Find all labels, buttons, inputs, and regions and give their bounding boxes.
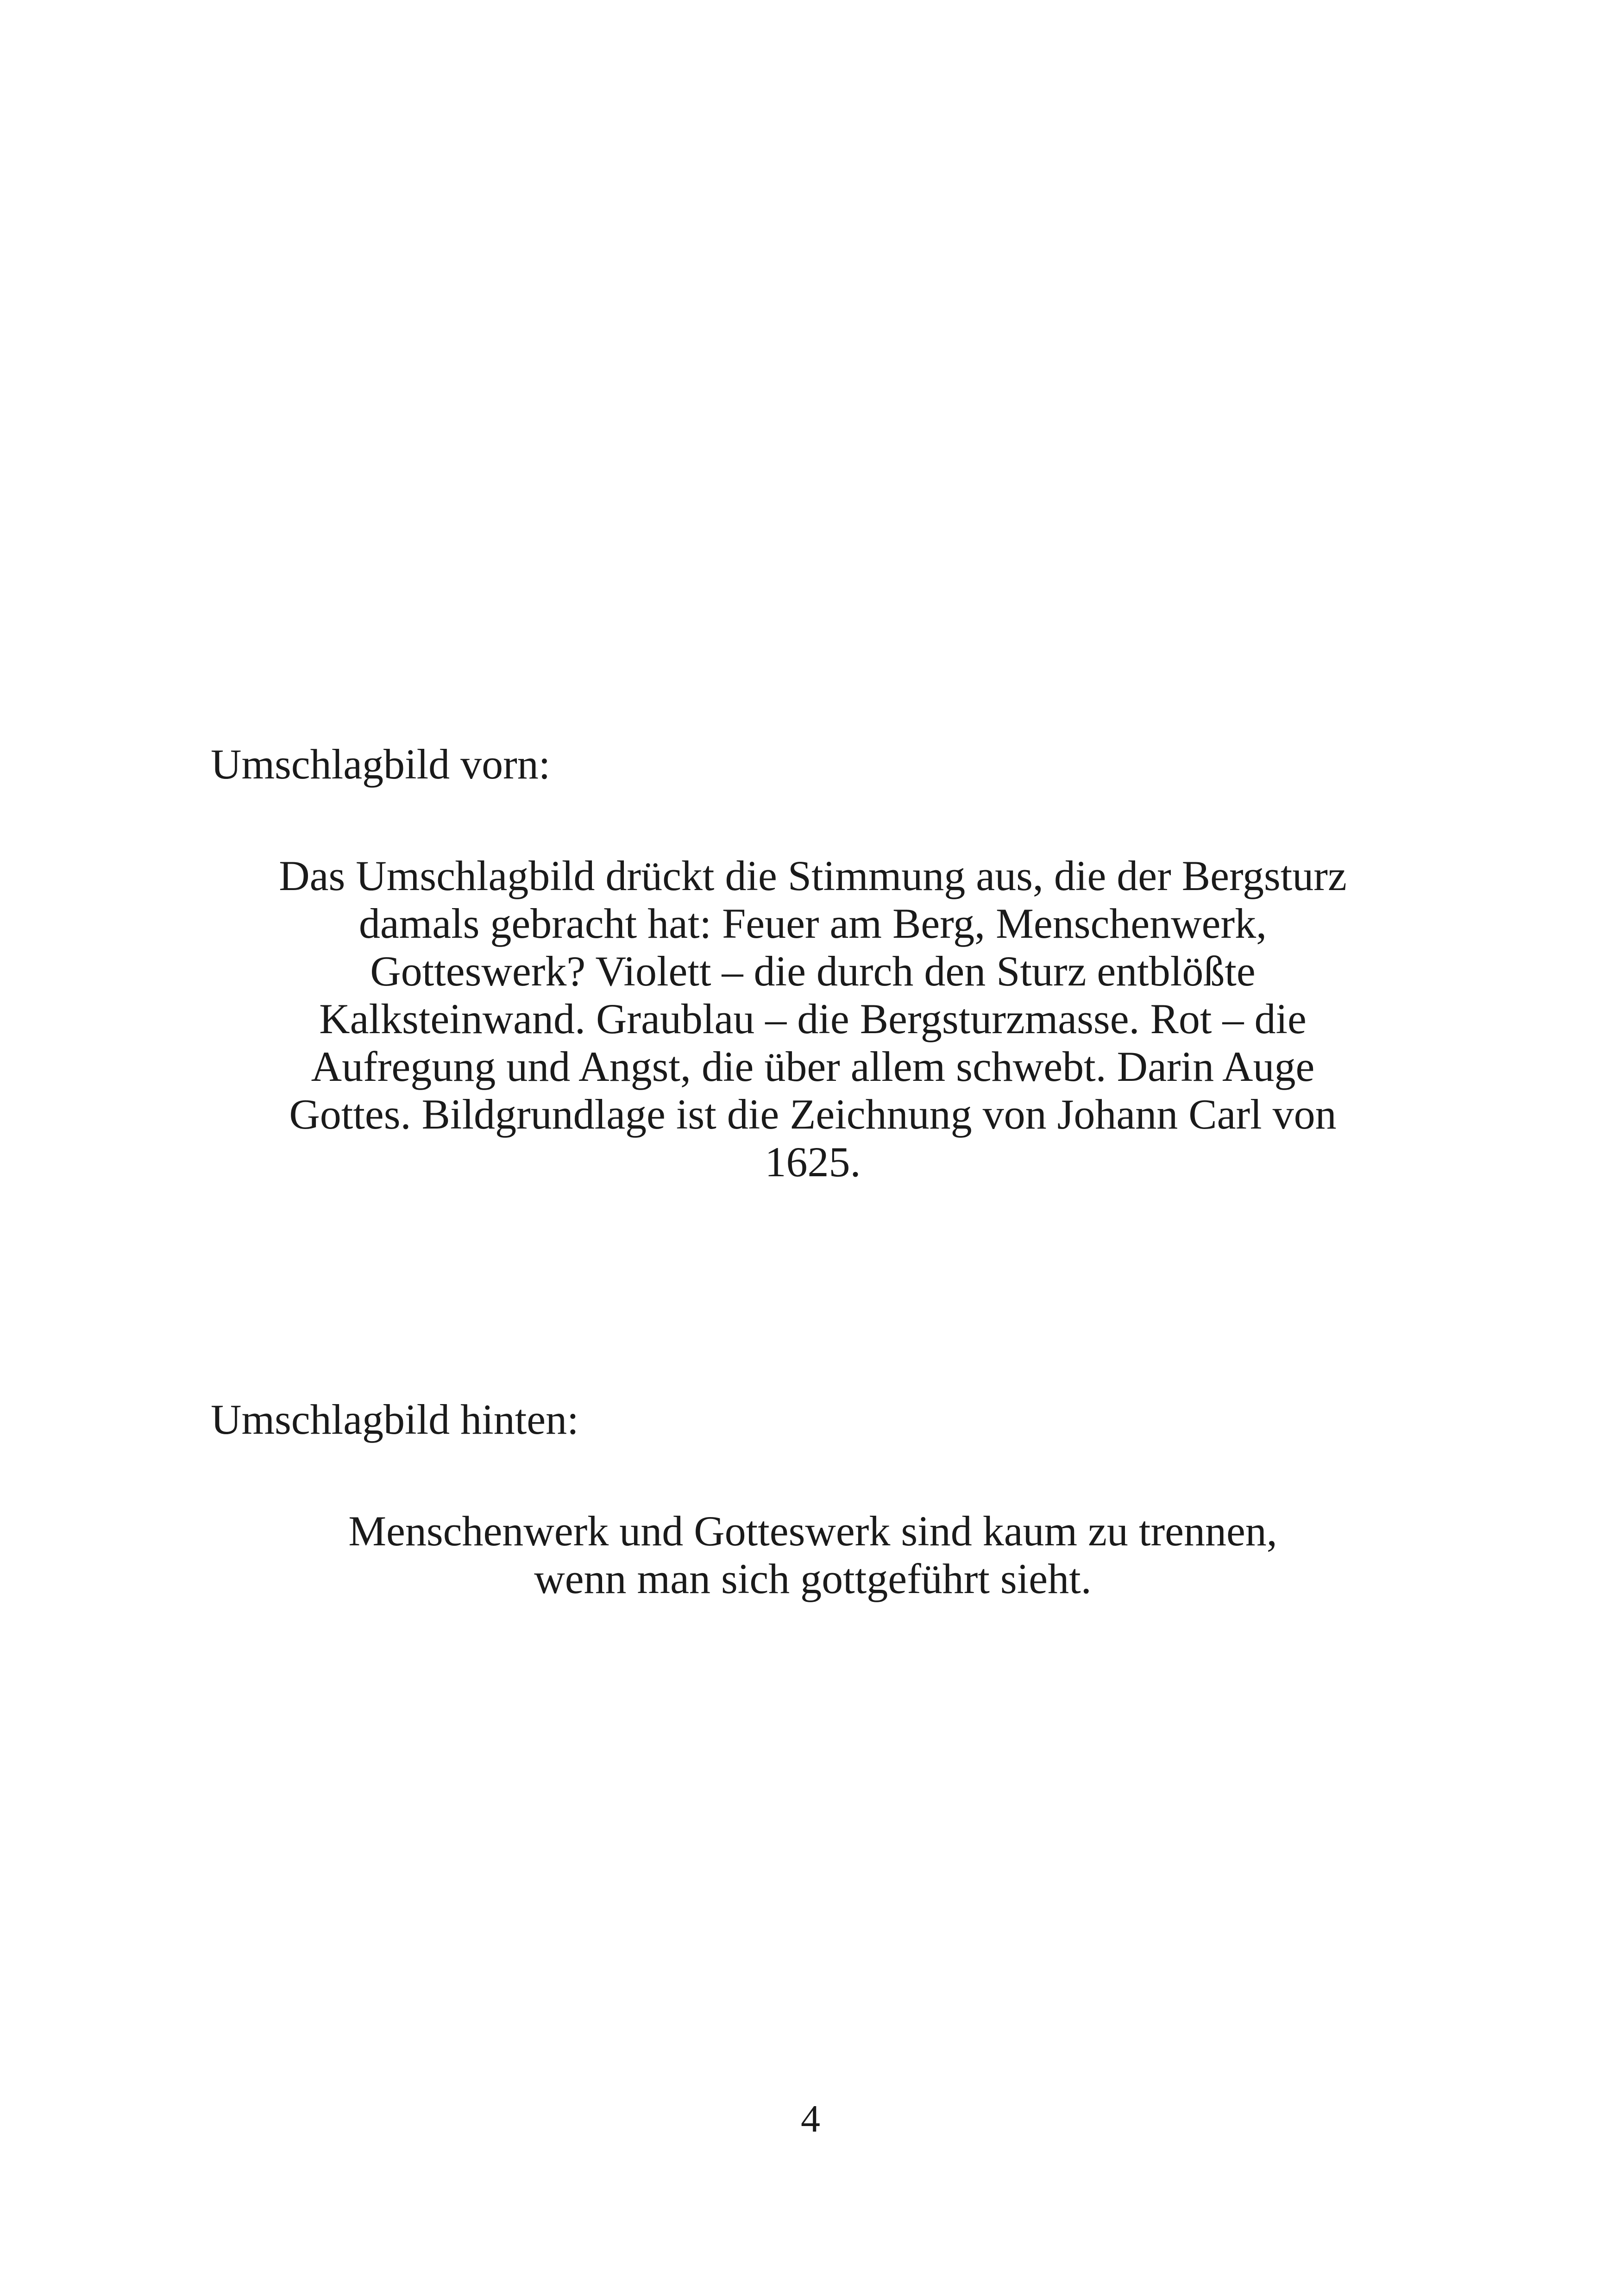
back-cover-description xyxy=(211,1507,1415,1603)
back-cover-line: Menschenwerk und Gotteswerk sind kaum zu trennen, xyxy=(348,1507,1277,1555)
front-cover-heading: Umschlagbild vorn: xyxy=(211,740,551,788)
front-cover-description xyxy=(211,852,1415,1186)
front-cover-line: Aufregung und Angst, die über allem schwebt. Darin Auge xyxy=(311,1043,1315,1090)
front-cover-line: Das Umschlagbild drückt die Stimmung aus, die der Bergsturz xyxy=(279,852,1347,899)
page-number: 4 xyxy=(801,2097,820,2140)
front-cover-line: damals gebracht hat: Feuer am Berg, Menschenwerk, xyxy=(358,900,1267,947)
front-cover-line: 1625. xyxy=(765,1138,861,1186)
back-cover-line: wenn man sich gottgeführt sieht. xyxy=(534,1555,1092,1602)
front-cover-line: Gotteswerk? Violett – die durch den Sturz entblößte xyxy=(370,947,1256,995)
front-cover-line: Gottes. Bildgrundlage ist die Zeichnung von Johann Carl von xyxy=(289,1091,1337,1138)
back-cover-heading: Umschlagbild hinten: xyxy=(211,1396,579,1443)
front-cover-line: Kalksteinwand. Graublau – die Bergsturzmasse. Rot – die xyxy=(319,995,1307,1042)
